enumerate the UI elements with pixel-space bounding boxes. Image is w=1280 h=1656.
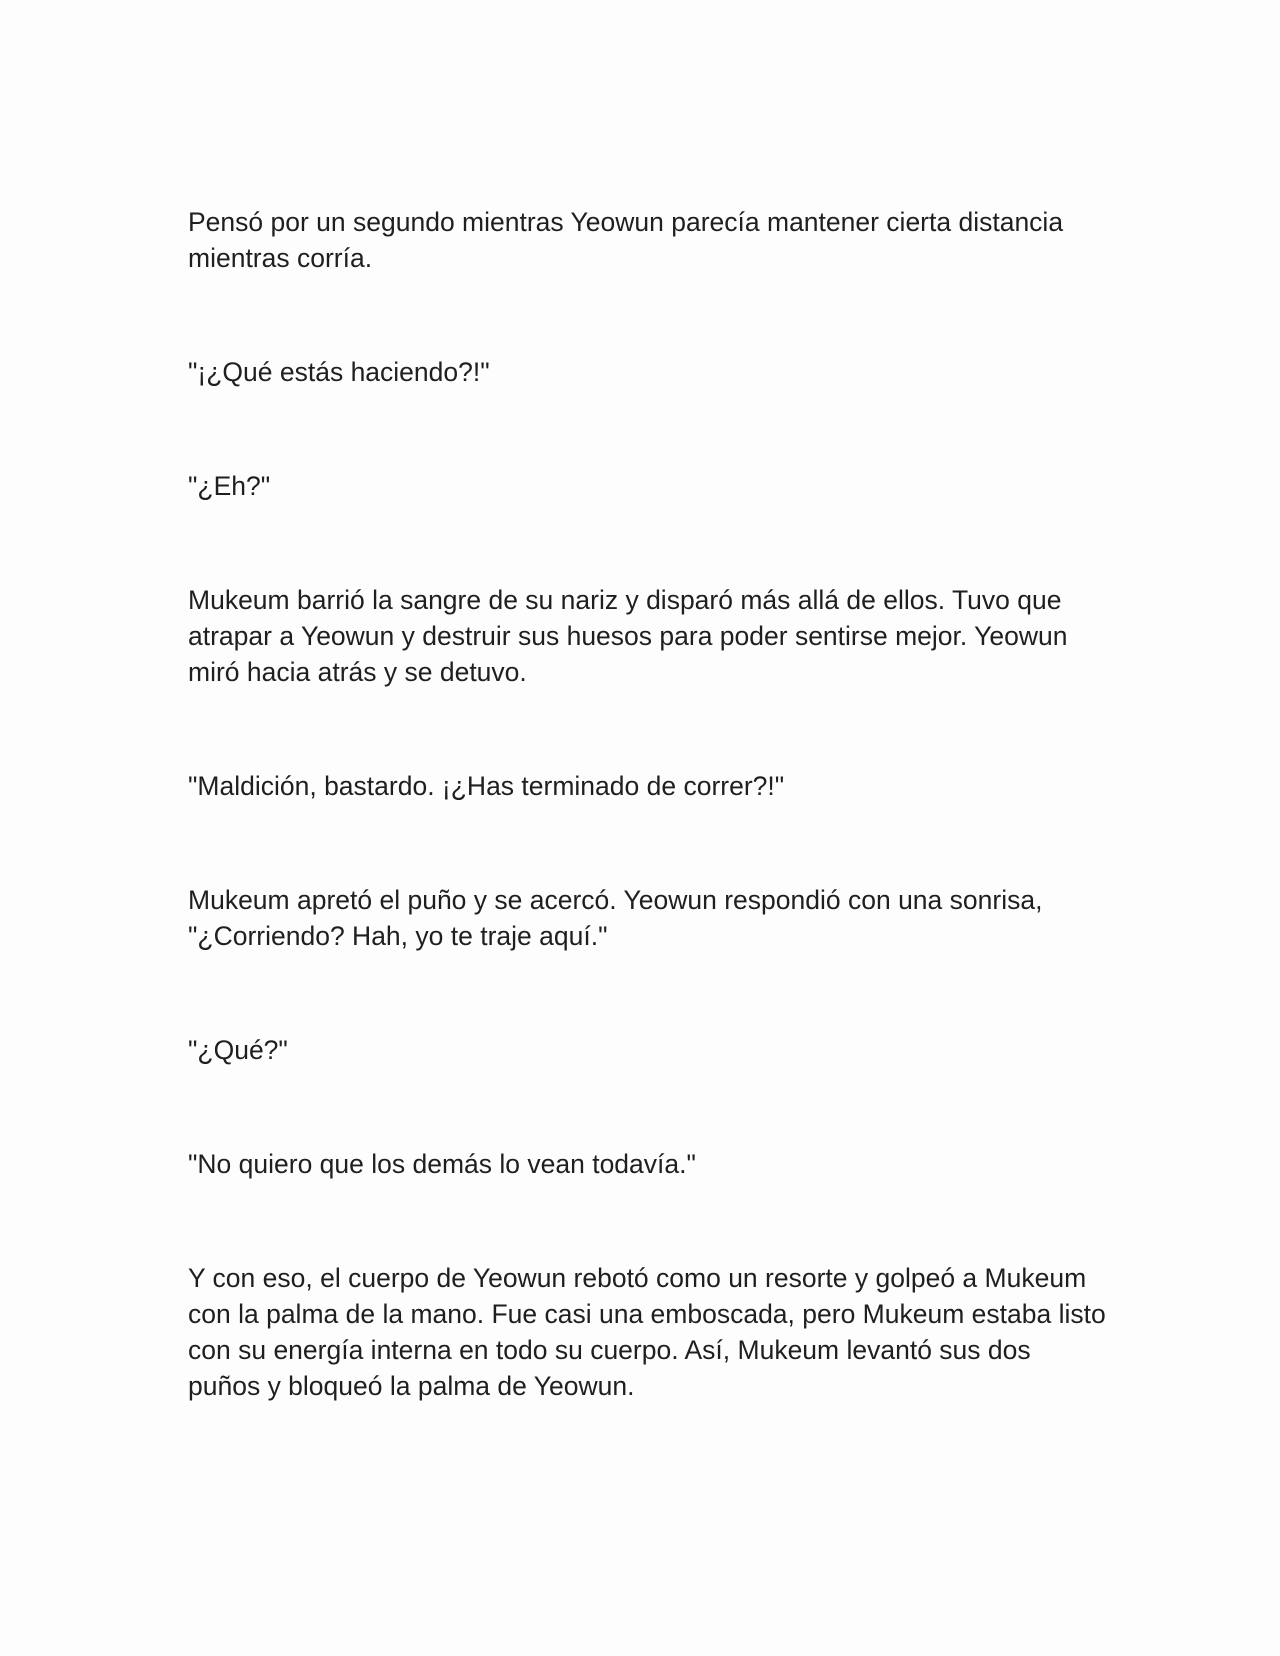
- paragraph: Mukeum apretó el puño y se acercó. Yeowun respondió con una sonrisa, "¿Corriendo? Hah, yo te traje aquí.": [188, 885, 1043, 951]
- paragraph: Y con eso, el cuerpo de Yeowun rebotó como un resorte y golpeó a Mukeum con la palma de la mano. Fue casi una emboscada, pero Mukeum estaba listo con su energía interna en todo su cuerpo. Así, Mukeum levantó sus dos puños y bloqueó la palma de Yeowun.: [188, 1263, 1106, 1401]
- document-body: [188, 204, 1108, 1404]
- paragraph: "¿Eh?": [188, 471, 271, 501]
- paragraph-spacer: [188, 1068, 1108, 1146]
- paragraph-spacer: [188, 504, 1108, 582]
- paragraph: "Maldición, bastardo. ¡¿Has terminado de correr?!": [188, 771, 785, 801]
- paragraph: "No quiero que los demás lo vean todavía.": [188, 1149, 696, 1179]
- paragraph-spacer: [188, 390, 1108, 468]
- paragraph: Mukeum barrió la sangre de su nariz y disparó más allá de ellos. Tuvo que atrapar a Yeowun y destruir sus huesos para poder sentirse mejor. Yeowun miró hacia atrás y se detuvo.: [188, 585, 1068, 687]
- paragraph-spacer: [188, 804, 1108, 882]
- paragraph: Pensó por un segundo mientras Yeowun parecía mantener cierta distancia mientras corría.: [188, 207, 1064, 273]
- paragraph-spacer: [188, 954, 1108, 1032]
- paragraph-spacer: [188, 690, 1108, 768]
- paragraph-spacer: [188, 1182, 1108, 1260]
- paragraph: "¡¿Qué estás haciendo?!": [188, 357, 490, 387]
- paragraph: "¿Qué?": [188, 1035, 288, 1065]
- paragraph-spacer: [188, 276, 1108, 354]
